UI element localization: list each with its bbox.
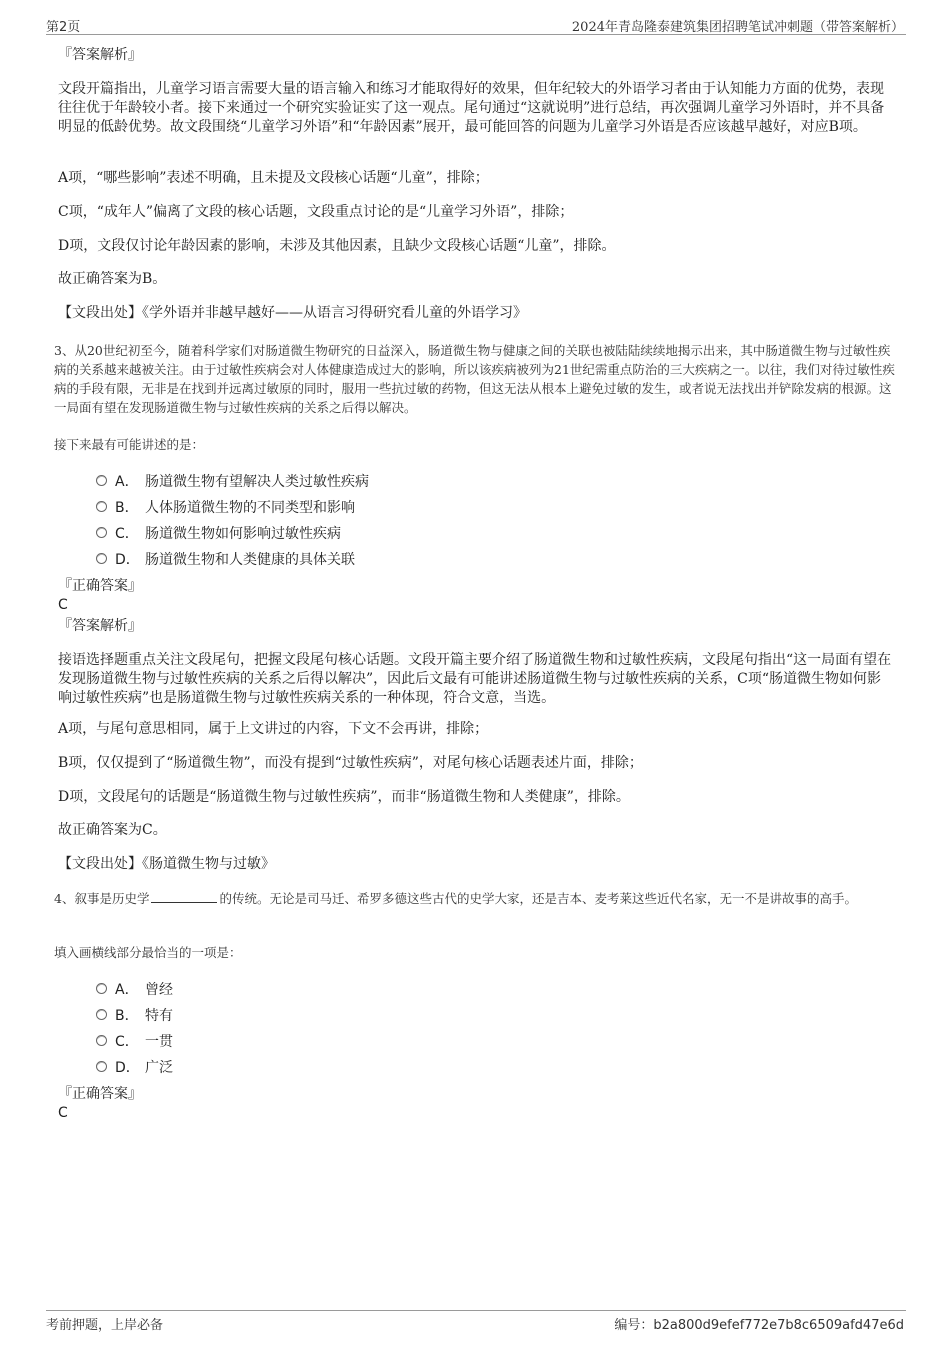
- q3-source-label: 【文段出处】: [58, 856, 142, 872]
- q3-eliminate-a: A项，与尾句意思相同，属于上文讲过的内容，下文不会再讲，排除；: [58, 721, 489, 737]
- option-text: 一贯: [145, 1034, 173, 1050]
- q4-stem-after: 的传统。无论是司马迁、希罗多德这些古代的史学大家，还是吉本、麦考莱这些近代名家，无一不是讲故事的高手。: [219, 891, 857, 906]
- option-letter: B．: [115, 1008, 139, 1024]
- document-code: [614, 1314, 904, 1333]
- option-letter: D．: [115, 552, 140, 568]
- q2-source: [58, 304, 527, 323]
- q2-source-label: 【文段出处】: [58, 305, 142, 321]
- option-letter: C．: [115, 1034, 139, 1050]
- page-number: 第2页: [46, 20, 81, 35]
- q4-answer: C: [58, 1105, 68, 1121]
- option-text: 肠道微生物如何影响过敏性疾病: [145, 526, 341, 542]
- page-header: [46, 14, 906, 35]
- option-text: 广泛: [145, 1060, 173, 1076]
- q3-prompt: 接下来最有可能讲述的是：: [54, 437, 205, 452]
- radio-icon[interactable]: [96, 1035, 107, 1046]
- option-text: 肠道微生物有望解决人类过敏性疾病: [145, 474, 369, 490]
- q3-answer-label: 『正确答案』: [58, 578, 142, 594]
- q3-source-title: 《肠道微生物与过敏》: [142, 856, 275, 872]
- q2-conclusion: 故正确答案为B。: [58, 271, 167, 287]
- q2-eliminate-a: A项，“哪些影响”表述不明确，且未提及文段核心话题“儿童”，排除；: [58, 170, 489, 186]
- q2-analysis-label: 『答案解析』: [58, 47, 142, 63]
- code-label: 编号：: [614, 1318, 654, 1333]
- code-value: b2a800d9efef772e7b8c6509afd47e6d: [653, 1318, 904, 1333]
- q3-analysis-text: 接语选择题重点关注文段尾句，把握文段尾句核心话题。文段开篇主要介绍了肠道微生物和过敏性疾病，文段尾句指出“这一局面有望在发现肠道微生物与过敏性疾病的关系之后得以解决”，因此后文最有可能讲述肠道微生物与过敏性疾病的关系，C项“肠道微生物如何影响过敏性疾病”也是肠道微生物与过敏性疾病关系的一种体现，符合文意，当选。: [58, 652, 892, 706]
- radio-icon[interactable]: [96, 527, 107, 538]
- q2-eliminate-d: D项，文段仅讨论年龄因素的影响，未涉及其他因素，且缺少文段核心话题“儿童”，排除。: [58, 238, 616, 254]
- option-letter: A．: [115, 982, 139, 998]
- q3-source: [58, 855, 275, 874]
- q4-answer-label: 『正确答案』: [58, 1086, 142, 1102]
- radio-icon[interactable]: [96, 475, 107, 486]
- q2-source-title: 《学外语并非越早越好——从语言习得研究看儿童的外语学习》: [142, 305, 527, 321]
- option-text: 人体肠道微生物的不同类型和影响: [145, 500, 355, 516]
- page-footer: [46, 1310, 906, 1333]
- option-text: 曾经: [145, 982, 173, 998]
- q3-stem: 3、从20世纪初至今，随着科学家们对肠道微生物研究的日益深入，肠道微生物与健康之间的关联也被陆陆续续地揭示出来，其中肠道微生物与过敏性疾病的关系越来越被关注。由于过敏性疾病会对人体健康造成过大的影响，所以该疾病被列为21世纪需重点防治的三大疾病之一。以往，我们对待过敏性疾病的手段有限，无非是在找到并远离过敏原的同时，服用一些抗过敏的药物，但这无法从根本上避免过敏的发生，或者说无法找出并铲除发病的根源。这一局面有望在发现肠道微生物与过敏性疾病的关系之后得以解决。: [54, 343, 895, 415]
- option-text: 肠道微生物和人类健康的具体关联: [145, 552, 355, 568]
- q4-prompt: 填入画横线部分最恰当的一项是：: [54, 945, 242, 960]
- q3-eliminate-b: B项，仅仅提到了“肠道微生物”，而没有提到“过敏性疾病”，对尾句核心话题表述片面，排除；: [58, 755, 643, 771]
- q3-answer: C: [58, 597, 68, 613]
- radio-icon[interactable]: [96, 553, 107, 564]
- radio-icon[interactable]: [96, 501, 107, 512]
- option-text: 特有: [145, 1008, 173, 1024]
- fill-blank: [151, 890, 217, 903]
- option-letter: B．: [115, 500, 139, 516]
- option-letter: A．: [115, 474, 139, 490]
- q3-analysis-label: 『答案解析』: [58, 618, 142, 634]
- q4-stem: [54, 889, 896, 908]
- document-title: 2024年青岛隆泰建筑集团招聘笔试冲刺题（带答案解析）: [571, 20, 904, 35]
- q2-eliminate-c: C项，“成年人”偏离了文段的核心话题，文段重点讨论的是“儿童学习外语”，排除；: [58, 204, 574, 220]
- q3-eliminate-d: D项，文段尾句的话题是“肠道微生物与过敏性疾病”，而非“肠道微生物和人类健康”，排除。: [58, 789, 630, 805]
- option-letter: C．: [115, 526, 139, 542]
- radio-icon[interactable]: [96, 983, 107, 994]
- q3-conclusion: 故正确答案为C。: [58, 822, 167, 838]
- radio-icon[interactable]: [96, 1061, 107, 1072]
- footer-slogan: 考前押题，上岸必备: [46, 1318, 164, 1333]
- radio-icon[interactable]: [96, 1009, 107, 1020]
- option-letter: D．: [115, 1060, 140, 1076]
- q4-stem-before: 4、叙事是历史学: [54, 891, 150, 906]
- q2-analysis-text: 文段开篇指出，儿童学习语言需要大量的语言输入和练习才能取得好的效果，但年纪较大的外语学习者由于认知能力方面的优势，表现往往优于年龄较小者。接下来通过一个研究实验证实了这一观点。尾句通过“这就说明”进行总结，再次强调儿童学习外语时，并不具备明显的低龄优势。故文段围绕“儿童学习外语”和“年龄因素”展开，最可能回答的问题为儿童学习外语是否应该越早越好，对应B项。: [58, 81, 885, 135]
